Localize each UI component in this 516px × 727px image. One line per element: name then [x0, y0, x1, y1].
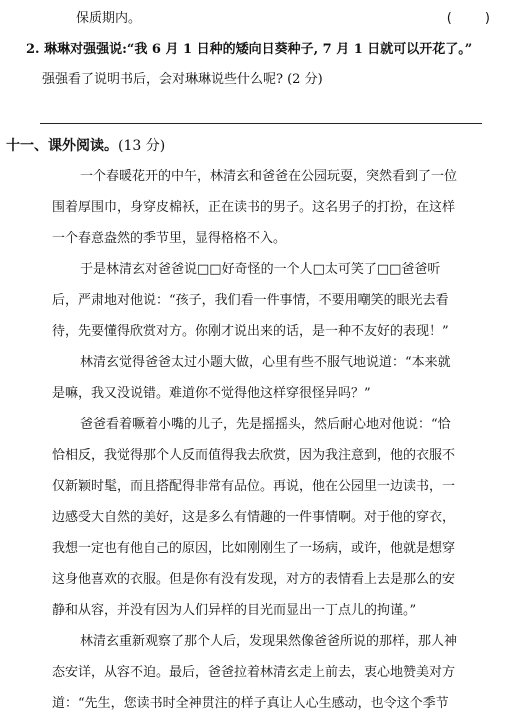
passage-paragraph-2: [52, 254, 496, 347]
passage-line: 围着厚围巾，身穿皮棉袄，正在读书的男子。这名男子的打扮，在这样: [52, 200, 456, 215]
passage-line: 是嘛，我又没说错。难道你不觉得他这样穿很怪异吗？”: [52, 386, 371, 401]
passage-line: 于是林清玄对爸爸说□□好奇怪的一个人□太可笑了□□爸爸听: [80, 262, 441, 277]
passage-line: 我想一定也有他自己的原因，比如刚刚生了一场病，或许，他就是想穿: [52, 541, 456, 556]
section-title: 十一、课外阅读。: [6, 138, 118, 154]
passage-line: 林清玄重新观察了那个人后，发现果然像爸爸所说的那样，那人神: [80, 634, 458, 649]
passage-line: 一个春意盎然的季节里，显得格格不入。: [52, 231, 287, 246]
passage-line: 爸爸看着噘着小嘴的儿子，先是摇摇头，然后耐心地对他说：“恰: [80, 417, 451, 432]
passage-paragraph-5: [52, 626, 496, 719]
question-2-prompt: 强强看了说明书后，会对琳琳说些什么呢? (2 分): [42, 72, 323, 87]
passage-line: 待，先要懂得欣赏对方。你刚才说出来的话，是一种不友好的表现！”: [52, 324, 449, 339]
passage-line: 林清玄觉得爸爸太过小题大做，心里有些不服气地说道：“本来就: [80, 355, 451, 370]
passage-line: 恰相反，我觉得那个人反而值得我去欣赏，因为我注意到，他的衣服不: [52, 448, 456, 463]
passage-paragraph-4: [52, 409, 496, 626]
passage-line: 态安详，从容不迫。最后，爸爸拉着林清玄走上前去，衷心地赞美对方: [52, 665, 456, 680]
passage-line: 一个春暖花开的中午，林清玄和爸爸在公园玩耍，突然看到了一位: [80, 169, 458, 184]
question-2-text: 2. 琳琳对强强说:“我 6 月 1 日种的矮向日葵种子, 7 月 1 日就可以开花了。”: [26, 42, 473, 57]
passage-line: 边感受大自然的美好，这是多么有情趣的一件事情啊。对于他的穿衣，: [52, 510, 456, 525]
answer-blank-line[interactable]: [40, 123, 482, 124]
passage-line: 仅新颖时髦，而且搭配得非常有品位。再说，他在公园里一边读书，一: [52, 479, 456, 494]
section-heading: [6, 137, 165, 155]
passage-paragraph-1: [52, 161, 496, 254]
passage-paragraph-3: [52, 347, 496, 409]
section-score: (13 分): [118, 138, 166, 154]
passage-line: 道：“先生，您读书时全神贯注的样子真让人心生感动，也令这个季节: [52, 696, 449, 711]
preceding-text-fragment: 保质期内。: [76, 11, 142, 26]
answer-parentheses: ( ): [446, 11, 490, 26]
passage-line: 后，严肃地对他说：“孩子，我们看一件事情，不要用嘲笑的眼光去看: [52, 293, 449, 308]
passage-line: 这身他喜欢的衣服。但是你有没有发现，对方的表情看上去是那么的安: [52, 572, 456, 587]
passage-line: 静和从容，并没有因为人们异样的目光而显出一丁点儿的拘谨。”: [52, 603, 417, 618]
